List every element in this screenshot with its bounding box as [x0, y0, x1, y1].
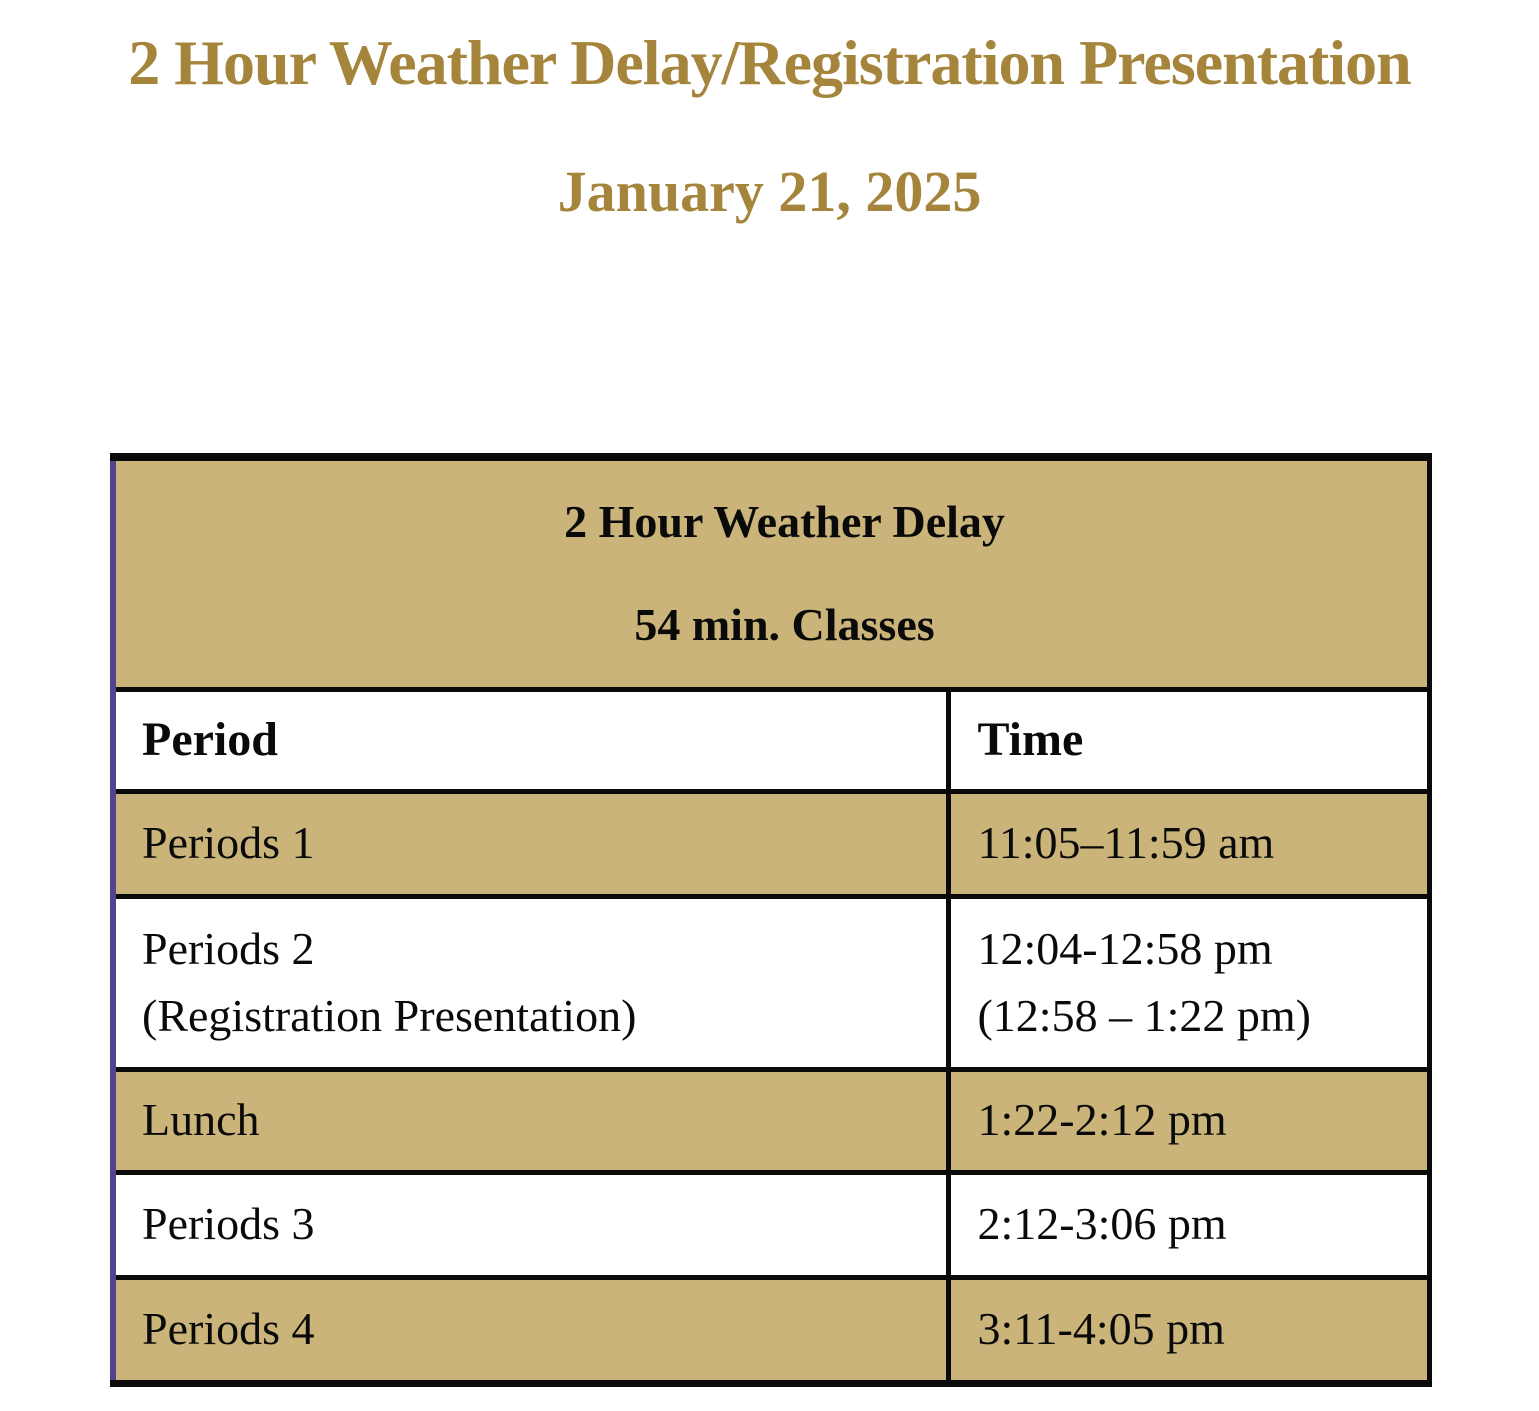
event-date: January 21, 2025: [557, 158, 982, 224]
table-row-periods-4: [113, 1277, 1430, 1383]
table-row-lunch: [113, 1069, 1430, 1172]
time-cell: [949, 791, 1430, 896]
banner-row: [113, 457, 1430, 690]
period-text: Periods 2: [142, 922, 315, 974]
period-cell: [113, 896, 949, 1069]
time-text: 12:04-12:58 pm: [977, 922, 1273, 974]
time-cell: [949, 1277, 1430, 1383]
period-text: Periods 4: [142, 1303, 315, 1355]
period-text: Periods 1: [142, 817, 315, 869]
table-row-periods-3: [113, 1172, 1430, 1277]
schedule-table: [110, 453, 1432, 1387]
table-banner: [113, 457, 1430, 690]
period-cell: [113, 1172, 949, 1277]
table-row-periods-2: [113, 896, 1430, 1069]
time-cell: [949, 1172, 1430, 1277]
time-text: 3:11-4:05 pm: [977, 1303, 1225, 1355]
time-cell: [949, 896, 1430, 1069]
page-title: 2 Hour Weather Delay/Registration Presentation: [128, 27, 1411, 98]
period-text: Periods 3: [142, 1198, 315, 1250]
time-cell: [949, 1069, 1430, 1172]
column-header-time: Time: [949, 689, 1430, 791]
banner-subtitle: 54 min. Classes: [634, 598, 935, 650]
table-row-periods-1: [113, 791, 1430, 896]
column-header-period: Period: [113, 689, 949, 791]
period-cell: [113, 791, 949, 896]
time-subtext: (12:58 – 1:22 pm): [977, 989, 1311, 1041]
time-text: 11:05–11:59 am: [977, 817, 1275, 869]
time-text: 1:22-2:12 pm: [977, 1094, 1227, 1146]
period-cell: [113, 1277, 949, 1383]
period-subtext: (Registration Presentation): [142, 989, 637, 1041]
period-text: Lunch: [142, 1094, 260, 1146]
period-cell: [113, 1069, 949, 1172]
banner-title: 2 Hour Weather Delay: [564, 495, 1005, 547]
time-text: 2:12-3:06 pm: [977, 1198, 1227, 1250]
column-header-row: [113, 689, 1430, 791]
